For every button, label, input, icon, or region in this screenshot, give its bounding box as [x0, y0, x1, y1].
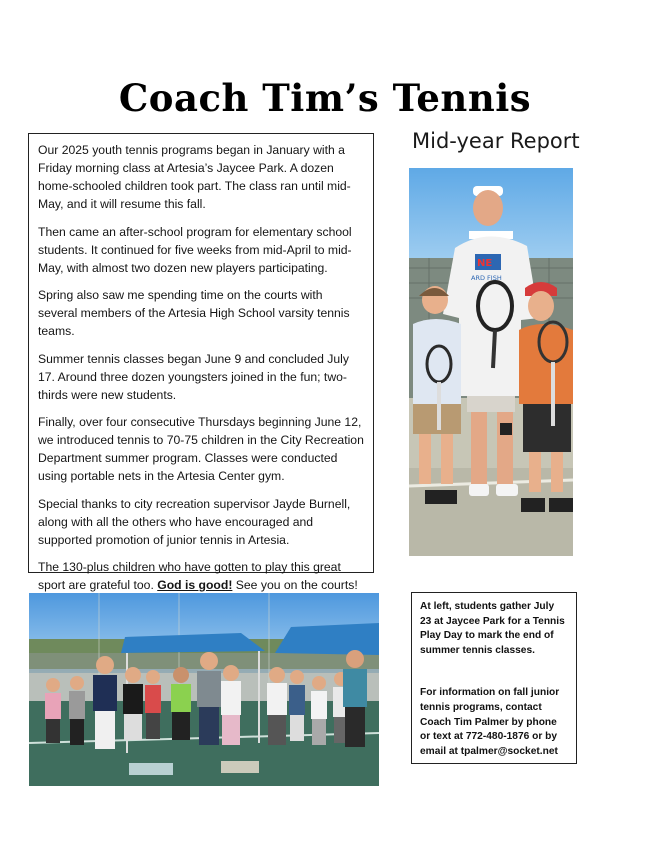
photo-caption: At left, students gather July 23 at Jaycee Park for a Tennis Play Day to mark the end of summer tennis classes. — [420, 601, 565, 656]
canopy-right — [275, 623, 379, 655]
page-title: Coach Tim’s Tennis — [118, 76, 532, 120]
article-paragraph-1: Our 2025 youth tennis programs began in January with a Friday morning class at Artesia’s Jaycee Park. A dozen home-schooled children took part. The class ran until mid-May, and it will resume this fall. — [38, 143, 351, 211]
tennis-play-day-group-photo — [29, 593, 379, 786]
god-is-good-emphasis: God is good! — [157, 578, 233, 592]
article-box — [28, 133, 374, 592]
caption-box — [411, 592, 577, 764]
closing-text-end: See you on the courts! — [232, 578, 358, 592]
article-paragraph-3: Spring also saw me spending time on the courts with several members of the Artesia High School varsity tennis teams. — [38, 288, 350, 338]
shirt-text: NE — [477, 258, 493, 269]
report-subtitle: Mid-year Report — [412, 129, 580, 153]
article-paragraph-6: Special thanks to city recreation supervisor Jayde Burnell, along with all the others who have encouraged and supported promotion of junior tennis in Artesia. — [38, 496, 351, 547]
closing-text: The 130-plus children who have gotten to play this great sport are grateful too. — [38, 560, 341, 592]
article-paragraph-5: Finally, over four consecutive Thursdays beginning June 12, we introduced tennis to 70-75 children in the City Recreation Department summer program. Classes were conducted using portable nets in the Artesia Center gym. — [38, 415, 364, 483]
article-paragraph-7 — [38, 558, 364, 594]
coach-with-students-photo — [409, 168, 573, 556]
contact-info: For information on fall junior tennis programs, contact Coach Tim Palmer by phone or text at 772-480-1876 or by email at tpalmer@socket.net — [420, 687, 560, 757]
article-paragraph-4: Summer tennis classes began June 9 and concluded July 17. Around three dozen youngsters joined in the fun; two-thirds were new students. — [38, 351, 349, 402]
article-paragraph-2: Then came an after-school program for elementary school students. It continued for five weeks from mid-April to mid-May, with almost two dozen new players participating. — [38, 224, 352, 275]
shirt-text-2: ARD FISH — [471, 274, 502, 282]
